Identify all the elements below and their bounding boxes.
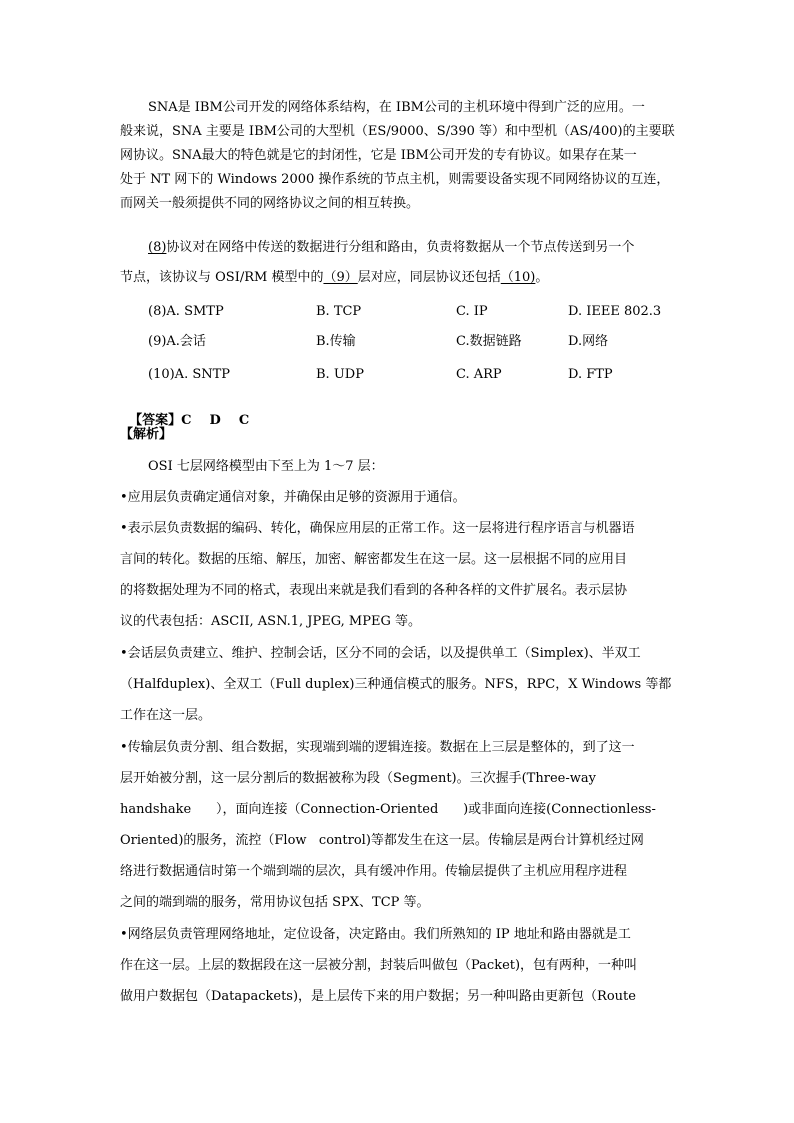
option-8c: C. IP xyxy=(456,304,488,319)
blank-9: （9） xyxy=(323,270,358,285)
analysis-line: Oriented)的服务，流控（Flow control)等都发生在这一层。传输层是两台计算机经过网 xyxy=(120,833,644,848)
option-8a: (8)A. SMTP xyxy=(148,304,224,319)
analysis-line: •会话层负责建立、维护、控制会话，区分不同的会话，以及提供单工（Simplex)、半双工 xyxy=(120,646,641,661)
question-line-2 xyxy=(120,270,548,286)
intro-line: 处于 NT 网下的 Windows 2000 操作系统的节点主机，则需要设备实现不同网络协议的互连， xyxy=(120,172,670,187)
intro-line: SNA是 IBM公司开发的网络体系结构，在 IBM公司的主机环境中得到广泛的应用。一 xyxy=(148,100,645,115)
analysis-line: •传输层负责分割、组合数据，实现端到端的逻辑连接。数据在上三层是整体的，到了这一 xyxy=(120,740,635,755)
option-9c: C.数据链路 xyxy=(456,334,522,349)
question-line-1 xyxy=(148,240,634,256)
answer-value: C D C xyxy=(181,413,250,428)
question-text: 协议对在网络中传送的数据进行分组和路由，负责将数据从一个节点传送到另一个 xyxy=(166,240,635,255)
option-9d: D.网络 xyxy=(568,334,609,349)
analysis-line: （Halfduplex)、全双工（Full duplex)三种通信模式的服务。NFS，RPC，X Windows 等都 xyxy=(120,677,672,692)
analysis-line: 做用户数据包（Datapackets)，是上层传下来的用户数据；另一种叫路由更新包（Route xyxy=(120,989,636,1004)
analysis-line: OSI 七层网络模型由下至上为 1～7 层： xyxy=(148,459,384,474)
option-10c: C. ARP xyxy=(456,367,502,382)
analysis-line: •应用层负责确定通信对象，并确保由足够的资源用于通信。 xyxy=(120,490,466,505)
intro-line: 网协议。SNA最大的特色就是它的封闭性，它是 IBM公司开发的专有协议。如果存在某一 xyxy=(120,148,637,163)
analysis-line: 之间的端到端的服务，常用协议包括 SPX、TCP 等。 xyxy=(120,895,430,910)
analysis-line: 层开始被分割，这一层分割后的数据被称为段（Segment)。三次握手(Three-way xyxy=(120,771,596,786)
intro-line: 般来说，SNA 主要是 IBM公司的大型机（ES/9000、S/390 等）和中型机（AS/400)的主要联 xyxy=(120,124,675,139)
analysis-line: •网络层负责管理网络地址，定位设备，决定路由。我们所熟知的 IP 地址和路由器就是工 xyxy=(120,927,631,942)
option-8d: D. IEEE 802.3 xyxy=(568,304,662,319)
analysis-line: 工作在这一层。 xyxy=(120,708,212,723)
analysis-label: 【解析】 xyxy=(120,427,173,442)
analysis-line: 的将数据处理为不同的格式，表现出来就是我们看到的各种各样的文件扩展名。表示层协 xyxy=(120,583,628,598)
intro-line: 而网关一般须提供不同的网络协议之间的相互转换。 xyxy=(120,196,420,211)
analysis-line: handshake ），面向连接（Connection-Oriented )或非面向连接(Connectionless- xyxy=(120,802,656,817)
blank-10: （10) xyxy=(500,270,536,285)
option-10b: B. UDP xyxy=(316,367,364,382)
answer xyxy=(120,397,249,429)
analysis-line: 络进行数据通信时第一个端到端的层次，具有缓冲作用。传输层提供了主机应用程序进程 xyxy=(120,864,628,879)
analysis-line: 言间的转化。数据的压缩、解压，加密、解密都发生在这一层。这一层根据不同的应用目 xyxy=(120,552,628,567)
option-10a: (10)A. SNTP xyxy=(148,367,231,382)
option-10d: D. FTP xyxy=(568,367,613,382)
blank-8: (8) xyxy=(148,240,167,255)
question-text: 层对应，同层协议还包括 xyxy=(357,270,501,285)
analysis-line: 议的代表包括：ASCII, ASN.1, JPEG, MPEG 等。 xyxy=(120,614,421,629)
question-text: 节点，该协议与 OSI/RM 模型中的 xyxy=(120,270,324,285)
option-9b: B.传输 xyxy=(316,334,356,349)
analysis-line: 作在这一层。上层的数据段在这一层被分割，封装后叫做包（Packet)，包有两种，一种叫 xyxy=(120,958,638,973)
option-8b: B. TCP xyxy=(316,304,362,319)
question-text: 。 xyxy=(535,270,549,285)
option-9a: (9)A.会话 xyxy=(148,334,206,349)
answer-label: 【答案】 xyxy=(129,413,182,428)
analysis-line: •表示层负责数据的编码、转化，确保应用层的正常工作。这一层将进行程序语言与机器语 xyxy=(120,521,635,536)
